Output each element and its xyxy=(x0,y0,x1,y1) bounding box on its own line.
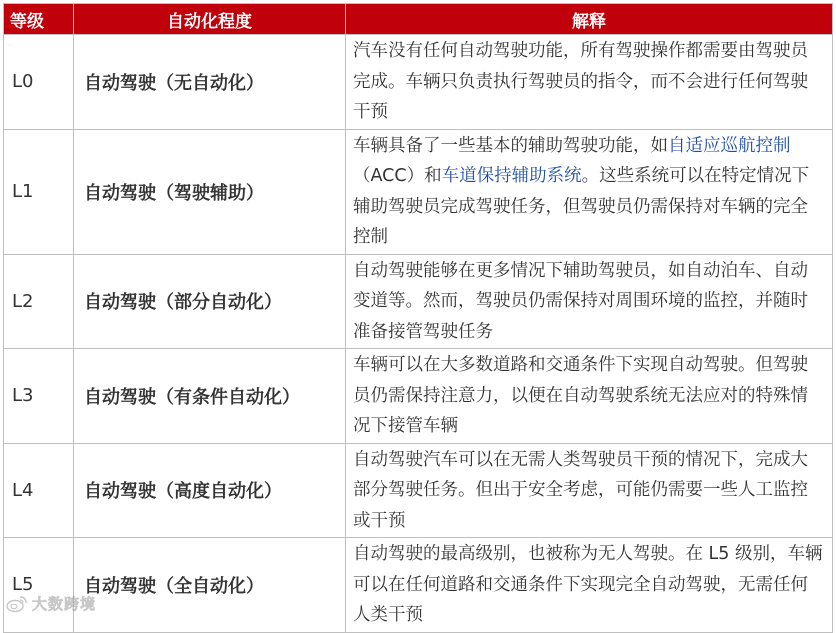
explanation-link[interactable]: 自适应巡航控制 xyxy=(668,135,791,156)
watermark-text: 大数跨境 xyxy=(32,595,97,613)
level-cell: L0 xyxy=(4,35,74,130)
explanation-text: 自动驾驶汽车可以在无需人类驾驶员干预的情况下，完成大部分驾驶任务。但出于安全考虑，可能仍需要一些人工监控或干预 xyxy=(353,449,808,531)
watermark xyxy=(6,593,96,614)
table-row xyxy=(4,538,833,633)
level-cell: L1 xyxy=(4,129,74,254)
automation-name-cell: 自动驾驶（驾驶辅助） xyxy=(74,129,346,254)
table-row xyxy=(4,129,833,254)
table-header xyxy=(4,4,833,35)
table-row xyxy=(4,349,833,444)
explanation-text: （ACC）和 xyxy=(353,166,442,186)
level-cell: L2 xyxy=(4,254,74,349)
explanation-text: 自动驾驶能够在更多情况下辅助驾驶员，如自动泊车、自动变道等。然而，驾驶员仍需保持对周围环境的监控，并随时准备接管驾驶任务 xyxy=(353,260,808,342)
explanation-text: 自动驾驶的最高级别，也被称为无人驾驶。在 L5 级别，车辆可以在任何道路和交通条件下实现完全自动驾驶，无需任何人类干预 xyxy=(353,544,823,625)
automation-name-cell: 自动驾驶（有条件自动化） xyxy=(74,349,346,444)
autonomy-levels-table xyxy=(3,3,833,633)
automation-name-cell: 自动驾驶（全自动化） xyxy=(74,538,346,633)
explanation-cell xyxy=(346,349,833,444)
explanation-cell xyxy=(346,35,833,130)
header-explanation: 解释 xyxy=(346,4,833,35)
weibo-logo-icon xyxy=(6,595,28,613)
automation-name-cell: 自动驾驶（高度自动化） xyxy=(74,443,346,538)
explanation-cell xyxy=(346,129,833,254)
explanation-text: 汽车没有任何自动驾驶功能，所有驾驶操作都需要由驾驶员完成。车辆只负责执行驾驶员的指令，而不会进行任何驾驶干预 xyxy=(353,41,808,122)
explanation-cell xyxy=(346,443,833,538)
header-level: 等级 xyxy=(4,4,74,35)
explanation-text: 车辆可以在大多数道路和交通条件下实现自动驾驶。但驾驶员仍需保持注意力，以便在自动驾驶系统无法应对的特殊情况下接管车辆 xyxy=(353,355,808,436)
level-cell: L5 xyxy=(4,538,74,633)
automation-name-cell: 自动驾驶（无自动化） xyxy=(74,35,346,130)
table-row xyxy=(4,35,833,130)
automation-name-cell: 自动驾驶（部分自动化） xyxy=(74,254,346,349)
explanation-cell xyxy=(346,538,833,633)
autonomy-levels-table-wrap xyxy=(3,3,832,633)
explanation-text: 车辆具备了一些基本的辅助驾驶功能，如 xyxy=(353,135,668,156)
explanation-cell xyxy=(346,254,833,349)
level-cell: L4 xyxy=(4,443,74,538)
level-cell: L3 xyxy=(4,349,74,444)
table-row xyxy=(4,443,833,538)
table-row xyxy=(4,254,833,349)
header-automation-degree: 自动化程度 xyxy=(74,4,346,35)
table-body xyxy=(4,35,833,633)
header-row xyxy=(4,4,833,35)
explanation-link[interactable]: 车道保持辅助系统 xyxy=(441,166,582,186)
explanation-text: 。这些系统可以在特定情况下辅助驾驶员完成驾驶任务，但驾驶员仍需保持对车辆的完全控制 xyxy=(353,166,810,247)
